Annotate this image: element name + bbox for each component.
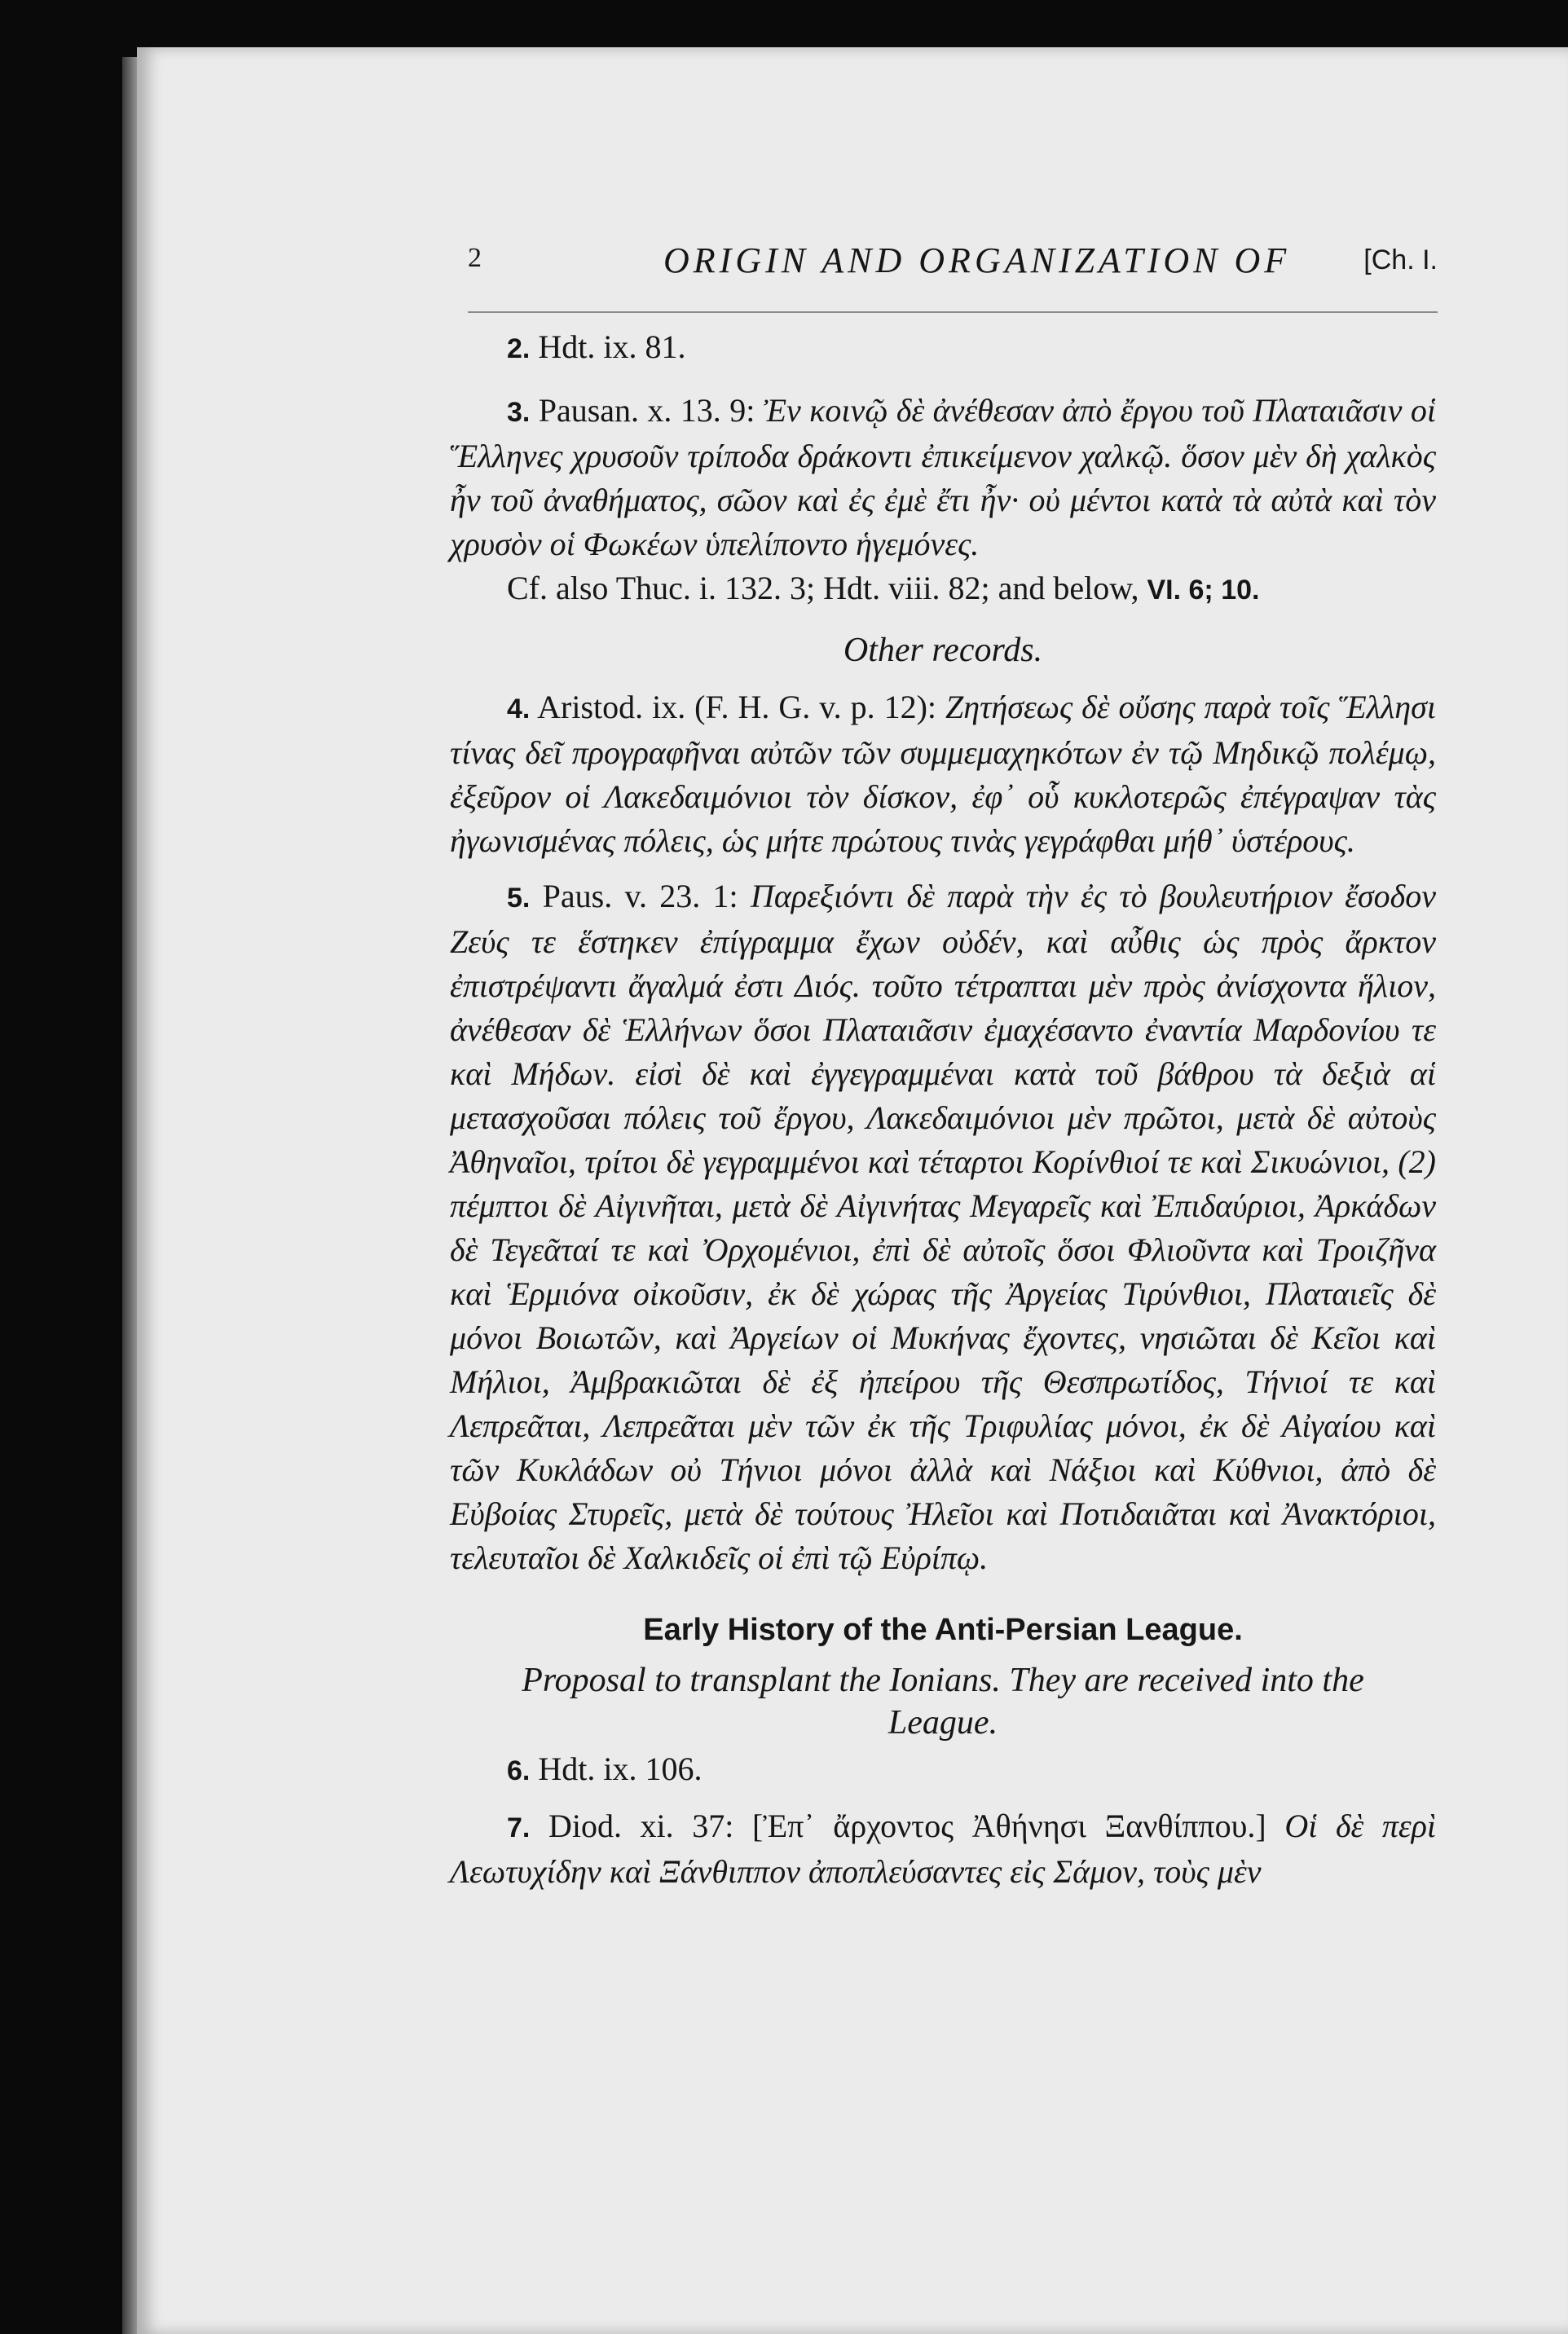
cross-reference-sections: VI. 6; 10. (1147, 575, 1260, 606)
header-rule (468, 311, 1438, 313)
entry-number: 7. (507, 1812, 531, 1843)
running-title: ORIGIN AND ORGANIZATION OF (663, 240, 1291, 280)
entry-citation: Hdt. ix. 106. (530, 1750, 703, 1787)
entry-2 (450, 325, 1436, 371)
entry-3 (450, 389, 1436, 566)
chapter-reference: [Ch. I. (1363, 244, 1438, 275)
cross-reference-text: Cf. also Thuc. i. 132. 3; Hdt. viii. 82; and below, (507, 570, 1147, 606)
page-body (450, 314, 1436, 1894)
greek-quotation: Ἐν κοινῷ δὲ ἀνέθεσαν ἀπὸ ἔργου τοῦ Πλαταιᾶσιν οἱ Ἕλληνες χρυσοῦν τρίποδα δράκοντι ἐπικείμενον χαλκῷ. ὅσον μὲν δὴ χαλκὸς ἦν τοῦ ἀναθήματος, σῶον καὶ ἐς ἐμὲ ἔτι ἦν· οὐ μέντοι κατὰ τὰ αὐτὰ καὶ τὸν χρυσὸν οἱ Φωκέων ὑπελίποντο ἡγεμόνες. (450, 392, 1436, 562)
entry-number: 2. (507, 333, 531, 364)
entry-5 (450, 874, 1436, 1580)
cross-reference (450, 566, 1436, 612)
entry-number: 5. (507, 883, 531, 914)
section-subtitle: Proposal to transplant the Ionians. They are received into the League. (522, 1662, 1364, 1742)
entry-citation: Aristod. ix. (F. H. G. v. p. 12): (530, 689, 945, 725)
entry-citation: Hdt. ix. 81. (530, 328, 686, 365)
entry-number: 3. (507, 397, 531, 428)
greek-quotation: Οἱ δὲ περὶ Λεωτυχίδην καὶ Ξάνθιππον ἀποπλεύσαντες εἰς Σάμον, τοὺς μὲν (450, 1808, 1437, 1890)
entry-citation: Diod. xi. 37: [Ἐπ᾽ ἄρχοντος Ἀθήνησι Ξανθίππου.] (530, 1808, 1285, 1844)
page-number: 2 (468, 243, 482, 273)
entry-number: 6. (507, 1755, 531, 1786)
entry-7 (450, 1804, 1436, 1894)
entry-number: 4. (507, 694, 531, 724)
greek-quotation: Παρεξιόντι δὲ παρὰ τὴν ἐς τὸ βουλευτήριον ἔσοδον Ζεύς τε ἕστηκεν ἐπίγραμμα ἔχων οὐδέν, καὶ αὖθις ὡς πρὸς ἄρκτον ἐπιστρέψαντι ἄγαλμά ἐστι Διός. τοῦτο τέτραπται μὲν πρὸς ἀνίσχοντα ἥλιον, ἀνέθεσαν δὲ Ἑλλήνων ὅσοι Πλαταιᾶσιν ἐμαχέσαντο ἐναντία Μαρδονίου τε καὶ Μήδων. εἰσὶ δὲ καὶ ἐγγεγραμμέναι κατὰ τοῦ βάθρου τὰ δεξιὰ αἱ μετασχοῦσαι πόλεις τοῦ ἔργου, Λακεδαιμόνιοι μὲν πρῶτοι, μετὰ δὲ αὐτοὺς Ἀθηναῖοι, τρίτοι δὲ γεγραμμένοι καὶ τέταρτοι Κορίνθιοί τε καὶ Σικυώνιοι, (2) πέμπτοι δὲ Αἰγινῆται, μετὰ δὲ Αἰγινήτας Μεγαρεῖς καὶ Ἐπιδαύριοι, Ἀρκάδων δὲ Τεγεᾶταί τε καὶ Ὀρχομένιοι, ἐπὶ δὲ αὐτοῖς ὅσοι Φλιοῦντα καὶ Τροιζῆνα καὶ Ἑρμιόνα οἰκοῦσιν, ἐκ δὲ χώρας τῆς Ἀργείας Τιρύνθιοι, Πλαταιεῖς δὲ μόνοι Βοιωτῶν, καὶ Ἀργείων οἱ Μυκήνας ἔχοντες, νησιῶται δὲ Κεῖοι καὶ Μήλιοι, Ἀμβρακιῶται δὲ ἐξ ἠπείρου τῆς Θεσπρωτίδος, Τήνιοί τε καὶ Λεπρεᾶται, Λεπρεᾶται μὲν τῶν ἐκ τῆς Τριφυλίας μόνοι, ἐκ δὲ Αἰγαίου καὶ τῶν Κυκλάδων οὐ Τήνιοι μόνοι ἀλλὰ καὶ Νάξιοι καὶ Κύθνιοι, ἀπὸ δὲ Εὐβοίας Στυρεῖς, μετὰ δὲ τούτους Ἠλεῖοι καὶ Ποτιδαιᾶται καὶ Ἀνακτόριοι, τελευταῖοι δὲ Χαλκιδεῖς οἱ ἐπὶ τῷ Εὐρίπῳ. (450, 878, 1436, 1576)
entry-4 (450, 685, 1436, 863)
section-heading: Early History of the Anti-Persian League. (643, 1613, 1243, 1647)
page-header (468, 240, 1438, 292)
entry-citation: Pausan. x. 13. 9: (530, 392, 764, 429)
entry-6 (450, 1747, 1436, 1793)
greek-quotation: Ζητήσεως δὲ οὔσης παρὰ τοῖς Ἕλλησι τίνας δεῖ προγραφῆναι αὐτῶν τῶν συμμεμαχηκότων ἐν τῷ Μηδικῷ πολέμῳ, ἐξεῦρον οἱ Λακεδαιμόνιοι τὸν δίσκον, ἐφ᾽ οὗ κυκλοτερῶς ἐπέγραψαν τὰς ἠγωνισμένας πόλεις, ὡς μήτε πρώτους τινὰς γεγράφθαι μήθ᾽ ὑστέρους. (450, 689, 1436, 859)
entry-citation: Paus. v. 23. 1: (530, 878, 751, 914)
subheading-other-records: Other records. (843, 632, 1043, 669)
